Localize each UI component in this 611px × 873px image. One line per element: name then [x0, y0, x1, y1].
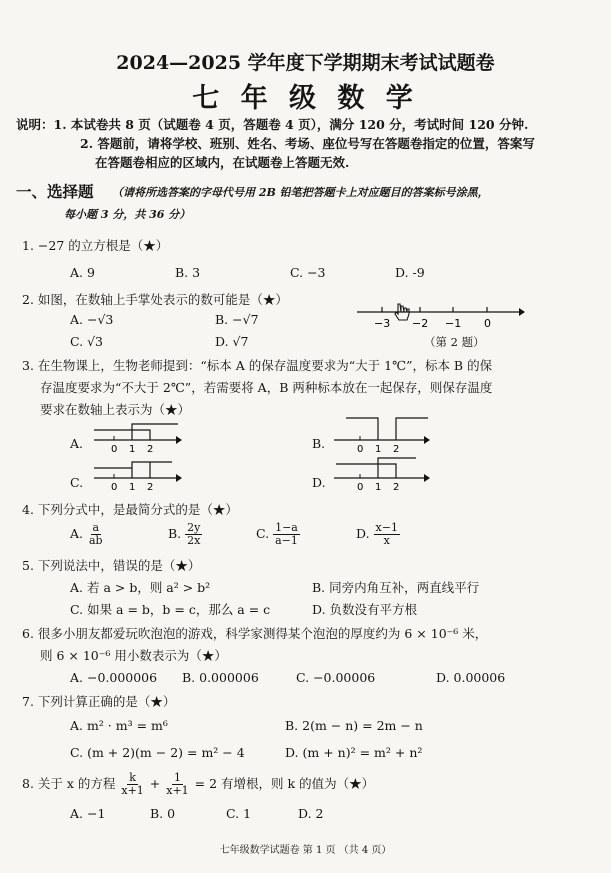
q8-option-a: A. −1 — [70, 806, 106, 821]
q6-option-a: A. −0.000006 — [70, 670, 158, 685]
svg-text:1: 1 — [375, 444, 382, 455]
page-footer: 七年级数学试题卷 第 1 页 （共 4 页） — [219, 845, 392, 856]
q1-option-c: C. −3 — [290, 265, 326, 280]
svg-text:1: 1 — [375, 482, 382, 493]
q3-option-d-graph — [332, 454, 432, 494]
q2-option-c: C. √3 — [70, 334, 103, 349]
q5-option-d: D. 负数没有平方根 — [312, 602, 418, 617]
q4-option-a: A. $\frac{a}{ab}$ — [70, 521, 103, 547]
svg-text:2: 2 — [147, 444, 154, 455]
note-line-2: 2. 答题前，请将学校、班别、姓名、考场、座位号写在答题卷指定的位置，答案写 — [80, 136, 535, 151]
q5-option-c: C. 如果 a = b，b = c，那么 a = c — [70, 602, 271, 617]
q3-stem-line-3: 要求在数轴上表示为（★） — [40, 402, 191, 417]
q1-stem: 1. −27 的立方根是（★） — [22, 238, 169, 253]
svg-text:0: 0 — [357, 444, 364, 455]
q2-figure-caption: （第 2 题） — [424, 335, 485, 349]
svg-text:2: 2 — [393, 444, 400, 455]
q4-stem: 4. 下列分式中，是最简分式的是（★） — [22, 502, 238, 517]
svg-text:0: 0 — [357, 482, 364, 493]
q7-option-c: C. (m + 2)(m − 2) = m² − 4 — [70, 745, 245, 760]
q2-tick-neg2: −2 — [412, 317, 429, 330]
q2-tick-neg3: −3 — [374, 317, 391, 330]
q3-option-b-label: B. — [312, 436, 326, 451]
svg-text:2: 2 — [393, 482, 400, 493]
q5-stem: 5. 下列说法中，错误的是（★） — [22, 558, 201, 573]
svg-text:1: 1 — [129, 482, 136, 493]
svg-text:0: 0 — [111, 482, 118, 493]
note-line-1: 说明：1. 本试卷共 8 页（试题卷 4 页，答题卷 4 页），满分 120 分，考试时间 120 分钟. — [16, 117, 529, 132]
q1-option-b: B. 3 — [175, 265, 201, 280]
q3-option-d-label: D. — [312, 475, 326, 490]
q8-stem: 8. 关于 x 的方程 $\frac{k}{x+1}$ + $\frac{1}{x+1}$ = 2 有增根，则 k 的值为（★） — [22, 771, 375, 797]
q6-option-d: D. 0.00006 — [436, 670, 506, 685]
q6-option-b: B. 0.000006 — [182, 670, 259, 685]
q3-option-c-label: C. — [70, 475, 84, 490]
note-line-3: 在答题卷相应的区域内，在试题卷上答题无效. — [95, 155, 350, 170]
q5-option-b: B. 同旁内角互补，两直线平行 — [312, 580, 480, 595]
subject-title: 七 年 级 数 学 — [192, 83, 419, 114]
q7-option-a: A. m² · m³ = m⁶ — [70, 718, 168, 733]
q3-option-a-graph — [92, 418, 184, 456]
q1-option-a: A. 9 — [70, 265, 95, 280]
q8-option-b: B. 0 — [150, 806, 176, 821]
q3-stem-line-2: 存温度要求为“不大于 2℃”，若需要将 A，B 两种标本放在一起保存，则保存温度 — [40, 380, 493, 395]
q8-option-d: D. 2 — [298, 806, 324, 821]
q3-option-b-graph — [332, 414, 432, 456]
q7-option-b: B. 2(m − n) = 2m − n — [285, 718, 423, 733]
svg-text:2: 2 — [147, 482, 154, 493]
q3-stem-line-1: 3. 在生物课上，生物老师提到：“标本 A 的保存温度要求为“大于 1℃”，标本 B 的保 — [22, 358, 493, 373]
q6-stem-line-1: 6. 很多小朋友都爱玩吹泡泡的游戏，科学家测得某个泡泡的厚度约为 6 × 10⁻⁶ 米， — [22, 626, 488, 641]
q7-stem: 7. 下列计算正确的是（★） — [22, 694, 176, 709]
svg-text:1: 1 — [129, 444, 136, 455]
q4-option-b: B. $\frac{2y}{2x}$ — [168, 521, 201, 547]
q7-option-d: D. (m + n)² = m² + n² — [285, 745, 423, 760]
q6-stem-line-2: 则 6 × 10⁻⁶ 用小数表示为（★） — [40, 648, 227, 663]
section-instructions-1: （请将所选答案的字母代号用 2B 铅笔把答题卡上对应题目的答案标号涂黑， — [112, 186, 489, 199]
q2-tick-0: 0 — [484, 317, 491, 330]
q2-tick-neg1: −1 — [445, 317, 462, 330]
q8-option-c: C. 1 — [226, 806, 252, 821]
q2-option-d: D. √7 — [215, 334, 249, 349]
q2-option-b: B. −√7 — [215, 312, 259, 327]
q5-option-a: A. 若 a > b，则 a² > b² — [70, 580, 211, 595]
q2-stem: 2. 如图，在数轴上手掌处表示的数可能是（★） — [22, 292, 288, 307]
q3-option-a-label: A. — [70, 436, 84, 451]
section-instructions-2: 每小题 3 分，共 36 分） — [64, 208, 191, 221]
q4-option-d: D. $\frac{x-1}{x}$ — [356, 521, 398, 547]
exam-title: 2024—2025 学年度下学期期末考试试题卷 — [116, 52, 495, 74]
q3-option-c-graph — [92, 456, 184, 494]
q4-option-c: C. $\frac{1-a}{a-1}$ — [256, 521, 298, 547]
q1-option-d: D. -9 — [395, 265, 425, 280]
section-title: 一、选择题 — [16, 182, 94, 201]
svg-text:0: 0 — [111, 444, 118, 455]
q2-option-a: A. −√3 — [70, 312, 114, 327]
q6-option-c: C. −0.00006 — [296, 670, 376, 685]
